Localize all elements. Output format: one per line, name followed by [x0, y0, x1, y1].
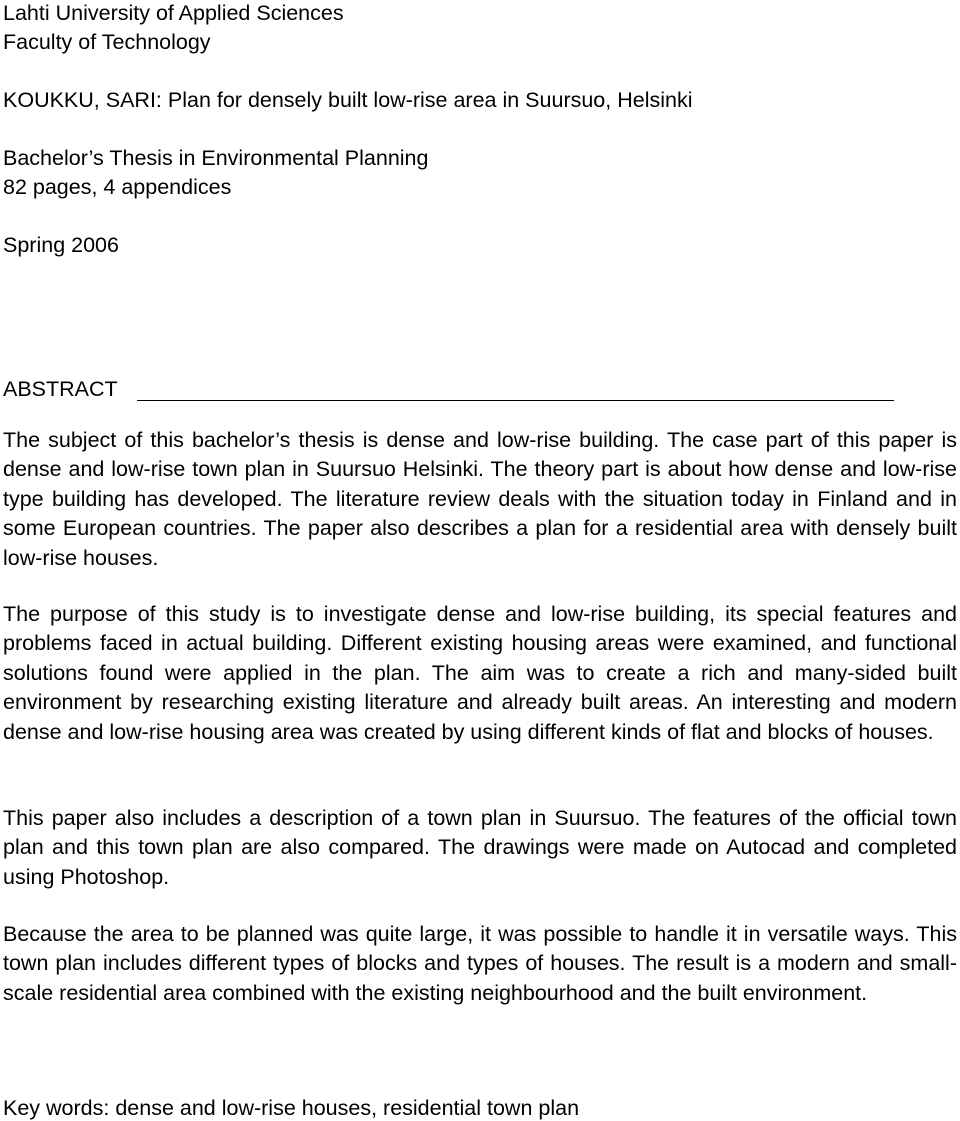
keywords: Key words: dense and low-rise houses, residential town plan — [3, 1096, 580, 1120]
abstract-heading-underline — [137, 400, 894, 401]
paragraph-text: The subject of this bachelor’s thesis is dense and low-rise building. The case part of this paper is dense and low-rise town plan in Suursuo Helsinki. The theory part is about how dense and low-rise type building has developed. The literature review deals with the situation today in Finland and in some European countries. The paper also describes a plan for a residential area with densely built low-rise houses. — [3, 428, 957, 570]
thesis-title: KOUKKU, SARI: Plan for densely built low-rise area in Suursuo, Helsinki — [3, 88, 693, 112]
abstract-paragraph-2 — [3, 600, 957, 747]
university-name: Lahti University of Applied Sciences — [3, 1, 344, 25]
paragraph-text: This paper also includes a description of a town plan in Suursuo. The features of the official town plan and this town plan are also compared. The drawings were made on Autocad and completed using Photoshop. — [3, 806, 957, 889]
paragraph-text: Because the area to be planned was quite large, it was possible to handle it in versatile ways. This town plan includes different types of blocks and types of houses. The result is a modern and small-scale residential area combined with the existing neighbourhood and the built environment. — [3, 922, 957, 1005]
abstract-paragraph-1 — [3, 426, 957, 573]
faculty-name: Faculty of Technology — [3, 30, 211, 54]
abstract-paragraph-3 — [3, 804, 957, 892]
abstract-paragraph-4 — [3, 920, 957, 1008]
abstract-heading: ABSTRACT — [3, 377, 118, 401]
degree-line: Bachelor’s Thesis in Environmental Planning — [3, 146, 429, 170]
term: Spring 2006 — [3, 233, 119, 257]
page-count: 82 pages, 4 appendices — [3, 175, 232, 199]
paragraph-text: The purpose of this study is to investigate dense and low-rise building, its special features and problems faced in actual building. Different existing housing areas were examined, and functional solutions found were applied in the plan. The aim was to create a rich and many-sided built environment by researching existing literature and already built areas. An interesting and modern dense and low-rise housing area was created by using different kinds of flat and blocks of houses. — [3, 602, 957, 744]
